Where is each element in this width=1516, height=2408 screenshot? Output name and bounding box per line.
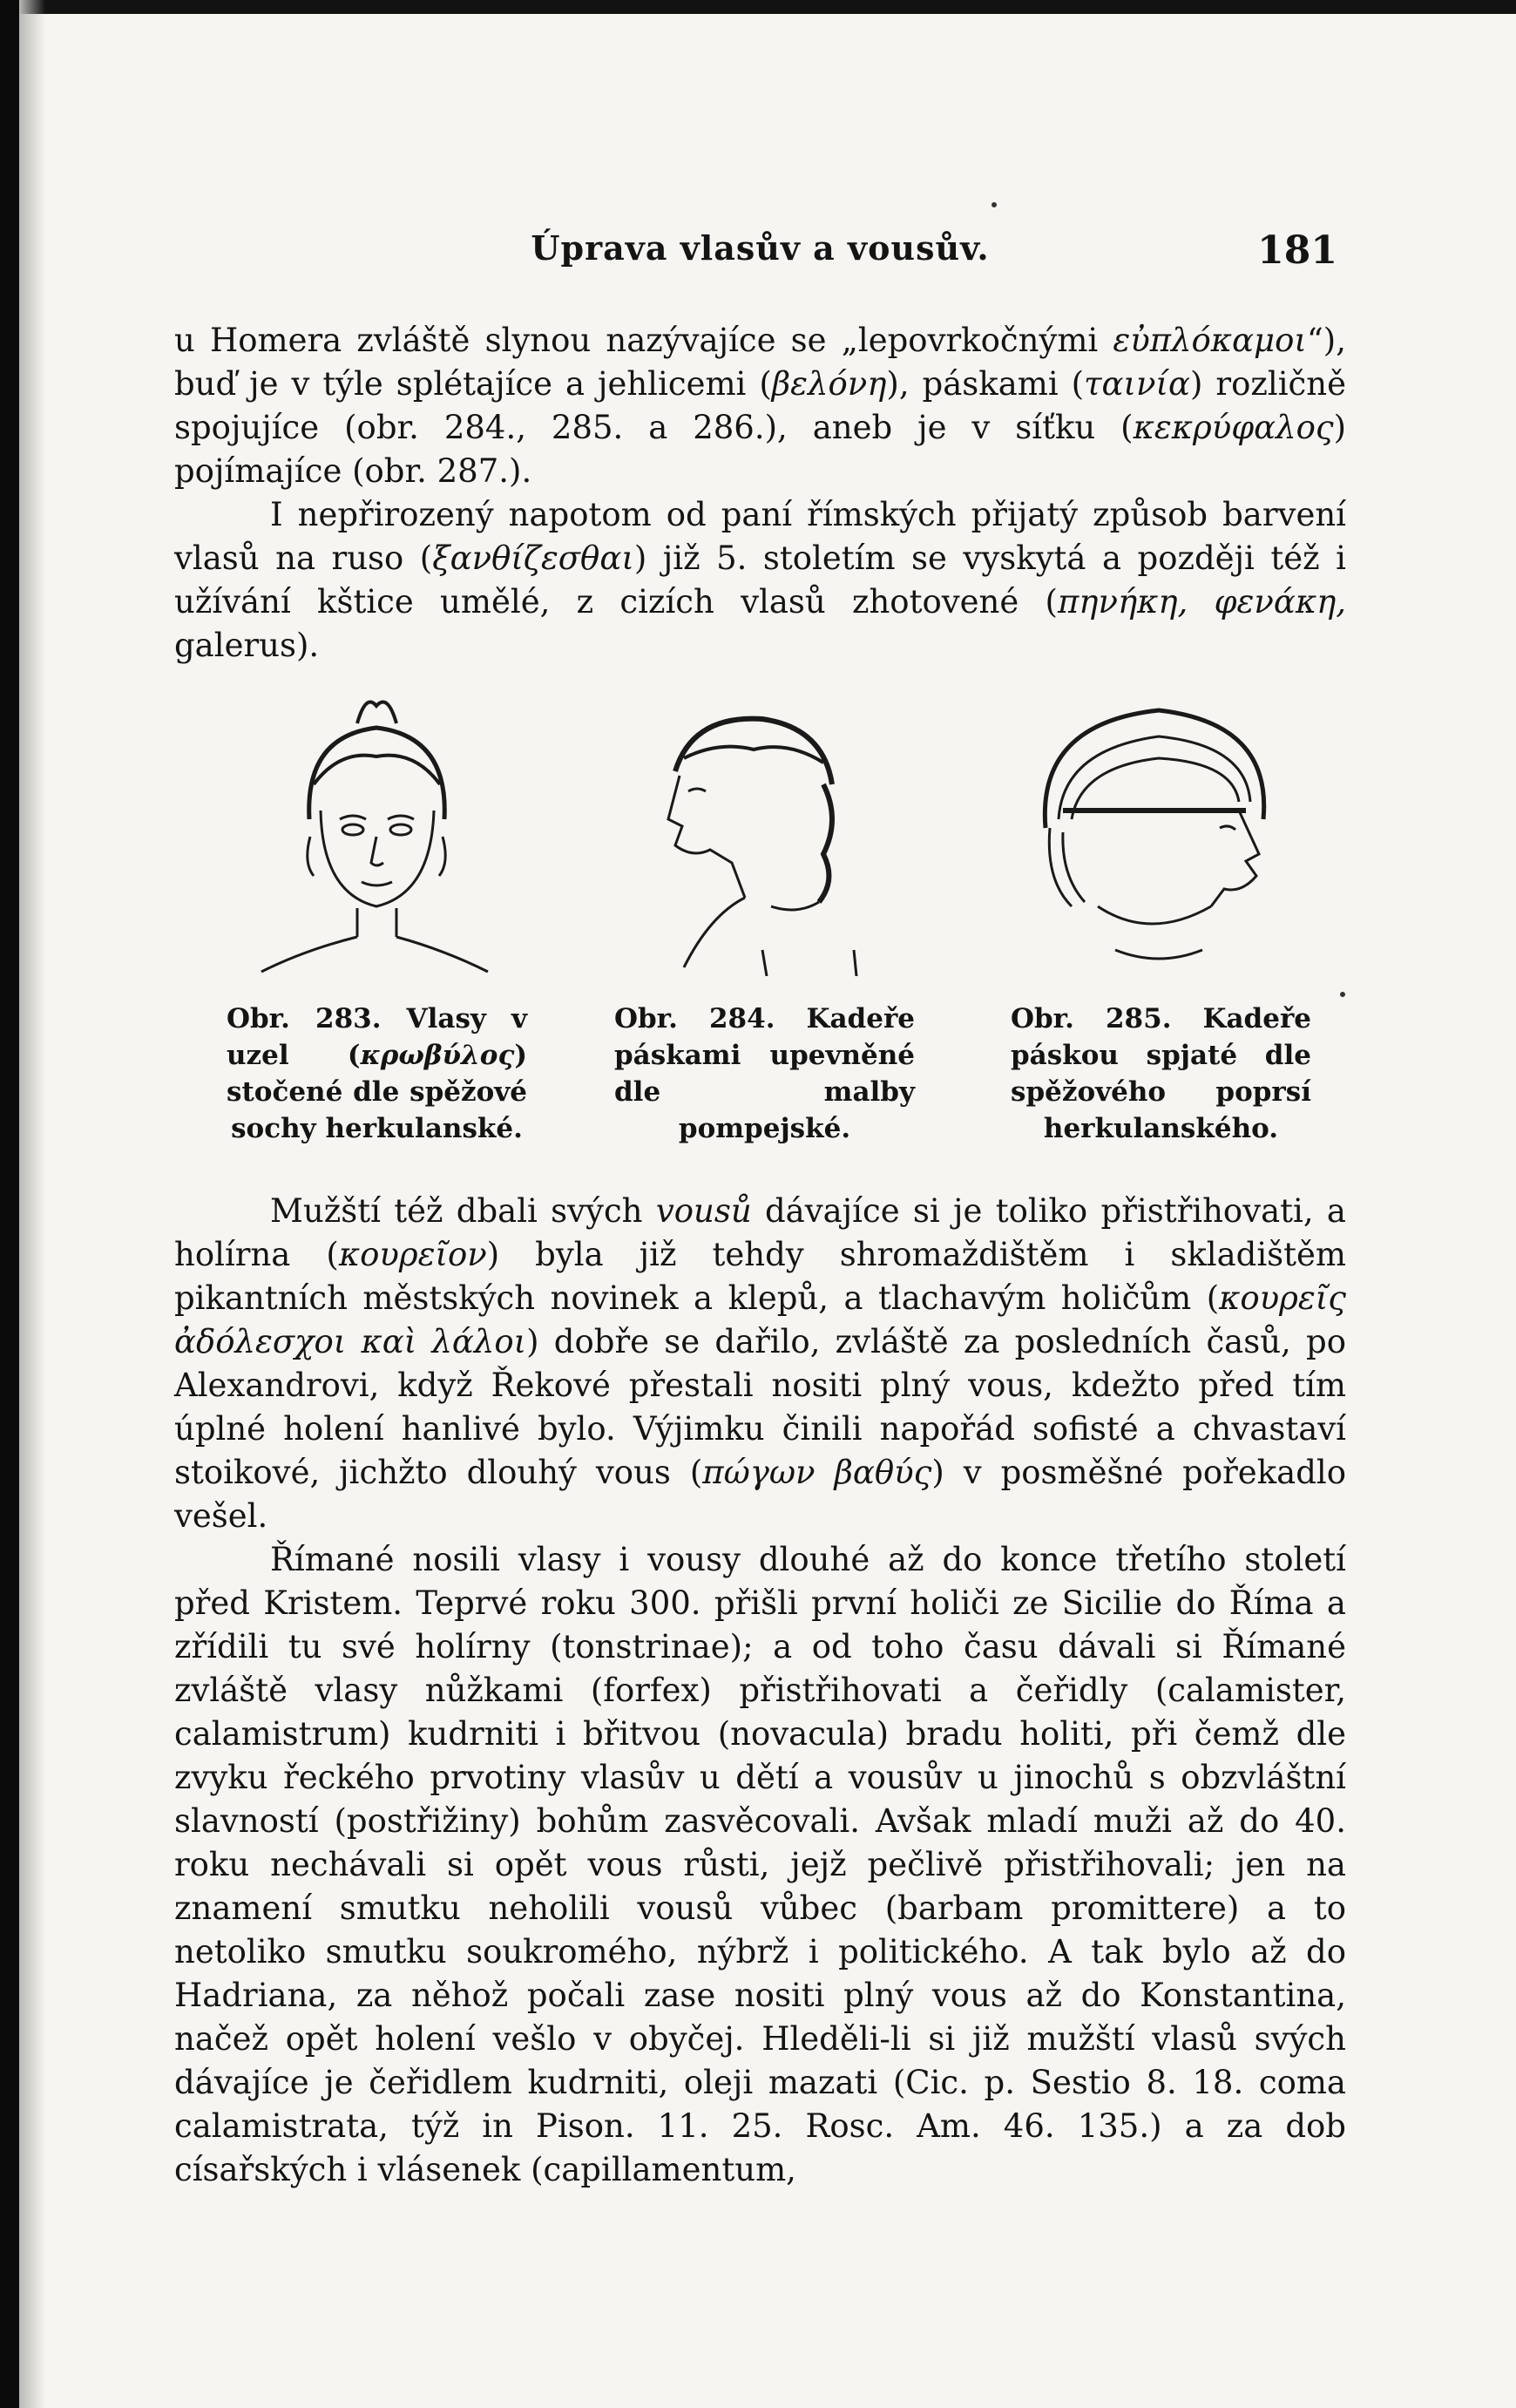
text-block-bottom: [174, 1190, 1346, 2192]
figure-283: [227, 688, 527, 1147]
text-block-top: [174, 319, 1346, 668]
binding-edge: [0, 0, 19, 2408]
paragraph-3: Mužští též dbali svých vousů dávajíce si je toliko přistřihovati, a holírna (κουρεῖον) byla již tehdy shromaždištěm i skladištěm pikantních městských novinek a klepů, a tlachavým holičům (κουρεῖς ἀδόλεσχοι καὶ λάλοι) dobře se dařilo, zvláště za posledních časů, po Alexandrovi, když Řekové přestali nositi plný vous, kdežto před tím úplné holení hanlivé bylo. Výjimku činili napořád sofisté a chvastaví stoikové, jichžto dlouhý vous (πώγων βαθύς) v posměšné pořekadlo vešel.: [174, 1192, 1347, 1535]
figure-283-illustration: [227, 688, 527, 976]
greek-term: κεκρύφαλος: [1133, 409, 1334, 446]
page-number: 181: [1257, 228, 1337, 273]
greek-term: κρωβύλος: [360, 1040, 515, 1071]
paragraph-1: u Homera zvláště slynou nazývajíce se „lepovrkočnými εὐπλόκαμοι“), buď je v týle splétajíce a jehlicemi (βελόνη), páskami (ταινία) rozličně spojujíce (obr. 284., 285. a 286.), aneb je v síťku (κεκρύφαλος) pojímajíce (obr. 287.).: [174, 322, 1346, 490]
figure-283-caption: Obr. 283. Vlasy v uzel (κρωβύλος) stočené dle spěžové sochy herkulanské.: [227, 1003, 527, 1144]
figure-285: [1011, 688, 1311, 1147]
emphasis-term: vousů: [655, 1192, 752, 1230]
running-head: Úprava vlasův a vousův.: [531, 228, 990, 268]
print-smudge: [1340, 992, 1345, 997]
figure-284-illustration: [614, 688, 915, 976]
greek-term: ξανθίζεσθαι: [432, 539, 634, 577]
binding-shadow: [19, 0, 45, 2408]
greek-term: πώγων βαθύς: [702, 1454, 932, 1491]
greek-term: ταινία: [1084, 365, 1191, 403]
figure-284: [614, 688, 915, 1147]
greek-term: πηνήκη, φενάκη,: [1057, 583, 1347, 621]
figure-285-caption: Obr. 285. Kadeře páskou spjaté dle spěžového poprsí herkulanského.: [1011, 1003, 1311, 1144]
paragraph-2: I nepřirozený napotom od paní římských přijatý způsob barvení vlasů na ruso (ξανθίζεσθαι) již 5. stoletím se vyskytá a později též i užívání kštice umělé, z cizích vlasů zhotovené (πηνήκη, φενάκη, galerus).: [174, 496, 1347, 664]
page-top-edge: [0, 0, 1516, 14]
figure-284-caption: Obr. 284. Kadeře páskami upevněné dle malby pompejské.: [614, 1003, 915, 1144]
greek-term: εὐπλόκαμοι: [1113, 322, 1307, 359]
paragraph-4: Římané nosili vlasy i vousy dlouhé až do konce třetího století před Kristem. Teprvé roku 300. přišli první holiči ze Sicilie do Říma a zřídili tu své holírny (tonstrinae); a od toho času dávali si Římané zvláště vlasy nůžkami (forfex) přistřihovati a čeřidly (calamister, calamistrum) kudrniti i břitvou (novacula) bradu holiti, při čemž dle zvyku řeckého prvotiny vlasův u dětí a vousův u jinochů s obzvláštní slavností (postřižiny) bohům zasvěcovali. Avšak mladí muži až do 40. roku nechávali si opět vous růsti, jejž pečlivě přistřihovali; jen na znamení smutku neholili vousů vůbec (barbam promittere) a to netoliko smutku soukromého, nýbrž i politického. A tak bylo až do Hadriana, za něhož počali zase nositi plný vous až do Konstantina, načež opět holení vešlo v obyčej. Hleděli-li si již mužští vlasů svých dávajíce je čeřidlem kudrniti, oleji mazati (Cic. p. Sestio 8. 18. coma calamistrata, týž in Pison. 11. 25. Rosc. Am. 46. 135.) a za dob císařských i vlásenek (capillamentum,: [174, 1541, 1346, 2188]
greek-term: κουρεῖον: [338, 1236, 487, 1273]
figure-285-illustration: [1011, 688, 1311, 976]
greek-term: κουρεῖς ἀδόλεσχοι καὶ λάλοι: [174, 1279, 1346, 1360]
figure-row: [174, 688, 1346, 1159]
greek-term: βελόνη: [771, 365, 887, 403]
page-header: [174, 228, 1346, 281]
print-smudge: [991, 202, 997, 207]
